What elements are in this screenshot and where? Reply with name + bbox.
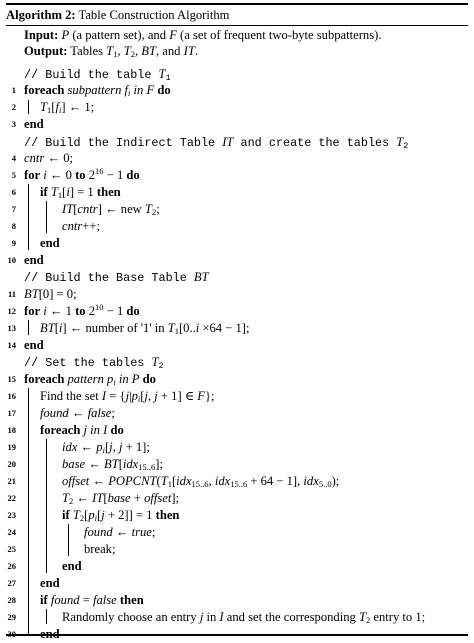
block-bar: [46, 609, 47, 624]
comment-line: // Build the Base Table BT: [24, 270, 209, 285]
code-line-28: 28 if found = false then: [6, 592, 468, 609]
line-number: 23: [7, 510, 16, 520]
line-number: 29: [7, 612, 16, 622]
code-line-22: 22 $T_2$ ← IT[base + offset];: [6, 490, 468, 507]
code-line-19: 19 idx ← $p_i[j$, j + 1];: [6, 439, 468, 456]
line-number: 12: [7, 306, 16, 316]
algorithm-title-label: Algorithm 2:: [6, 8, 76, 22]
input-label: Input:: [24, 28, 59, 42]
line-number: 11: [7, 289, 16, 299]
bottom-rule: [6, 634, 468, 636]
block-bar: [28, 184, 29, 250]
line-number: 9: [11, 238, 16, 248]
algorithm-title: [6, 6, 229, 24]
line-number: 21: [7, 476, 16, 486]
code-line-11: 11 BT[0] = 0;: [6, 286, 468, 303]
code-line-17: 17 found ← false;: [6, 405, 468, 422]
line-number: 20: [7, 459, 16, 469]
line-number: 8: [11, 221, 16, 231]
block-bar: [28, 100, 29, 114]
line-number: 10: [7, 255, 16, 265]
code-line-18: 18 foreach j in I do: [6, 422, 468, 439]
line-number: 27: [7, 578, 16, 588]
line-number: 16: [7, 391, 16, 401]
line-number: 22: [7, 493, 16, 503]
code-line-23: 23 if $T_2[p_i[j + 2]] = 1$ then: [6, 507, 468, 524]
code-line-29: 29 Randomly choose an entry j in I and set the corresponding $T_2$ entry to 1;: [6, 609, 468, 626]
line-number: 15: [7, 374, 16, 384]
code-line-12: 12 for i ← 1 to $2^{10} - 1$ do: [6, 303, 468, 320]
block-bar: [28, 320, 29, 335]
code-line-13: 13 BT[i] ← number of '1' in $T_1[0..i \times 64 - 1]$;: [6, 320, 468, 337]
code-line-21: 21 offset ← $POPCNT(T_1[idx_{15..6}$, idx$_{15..6}$ + 64 − 1], idx$_{5..0}$);: [6, 473, 468, 490]
line-number: 17: [7, 408, 16, 418]
line-number: 28: [7, 595, 16, 605]
code-line-2: 2 $T_1[f_i]$ ← 1;: [6, 99, 468, 116]
comment-line: // Build the table $T_1$: [24, 67, 171, 83]
code-line-1: 1 foreach subpattern $f_i$ in F do: [6, 82, 468, 99]
code-line-24: 24 found ← true;: [6, 524, 468, 541]
code-line-9: 9 end: [6, 235, 468, 252]
code-line-14: 14 end: [6, 337, 468, 354]
code-line-5: 5 for i ← 0 to $2^{16} - 1$ do: [6, 167, 468, 184]
line-number: 13: [7, 323, 16, 333]
code-line-4: 4 cntr ← 0;: [6, 150, 468, 167]
line-number: 4: [11, 153, 16, 163]
input-line: Input: P (a pattern set), and F (a set of frequent two-byte subpatterns).: [24, 28, 382, 42]
block-bar: [46, 439, 47, 573]
block-bar: [28, 388, 29, 634]
code-line-3: 3 end: [6, 116, 468, 133]
line-number: 6: [11, 187, 16, 197]
line-number: 7: [11, 204, 16, 214]
block-bar: [46, 201, 47, 233]
comment-line: // Set the tables $T_2$: [24, 355, 164, 371]
line-number: 24: [7, 527, 16, 537]
line-number: 1: [11, 85, 16, 95]
line-number: 26: [7, 561, 16, 571]
code-line-8: 8 cntr++;: [6, 218, 468, 235]
line-number: 3: [11, 119, 16, 129]
line-number: 2: [11, 102, 16, 112]
title-rule: [6, 25, 468, 26]
line-number: 5: [11, 170, 16, 180]
output-label: Output:: [24, 44, 68, 58]
code-line-16: 16 Find the set $I = \{j|p_i[j$, j + 1] ∈ F};: [6, 388, 468, 405]
code-line-15: 15 foreach pattern $p_i$ in P do: [6, 371, 468, 388]
line-number: 14: [7, 340, 16, 350]
code-line-7: 7 IT[cntr] ← new $T_2$;: [6, 201, 468, 218]
line-number: 18: [7, 425, 16, 435]
line-number: 19: [7, 442, 16, 452]
block-bar: [68, 524, 69, 556]
code-line-26: 26 end: [6, 558, 468, 575]
code-line-20: 20 base ← BT[idx$_{15..6}$];: [6, 456, 468, 473]
code-line-27: 27 end: [6, 575, 468, 592]
algorithm-block: [6, 3, 468, 637]
output-line: Output: Tables $T_1$, $T_2$, BT, and IT.: [24, 44, 198, 59]
code-line-25: 25 break;: [6, 541, 468, 558]
top-rule: [6, 3, 468, 5]
code-line-6: 6 if $T_1[i] = 1$ then: [6, 184, 468, 201]
comment-line: // Build the Indirect Table IT and create the tables $T_2$: [24, 135, 409, 151]
line-number: 25: [7, 544, 16, 554]
algorithm-title-text: Table Construction Algorithm: [78, 8, 230, 22]
code-line-10: 10 end: [6, 252, 468, 269]
